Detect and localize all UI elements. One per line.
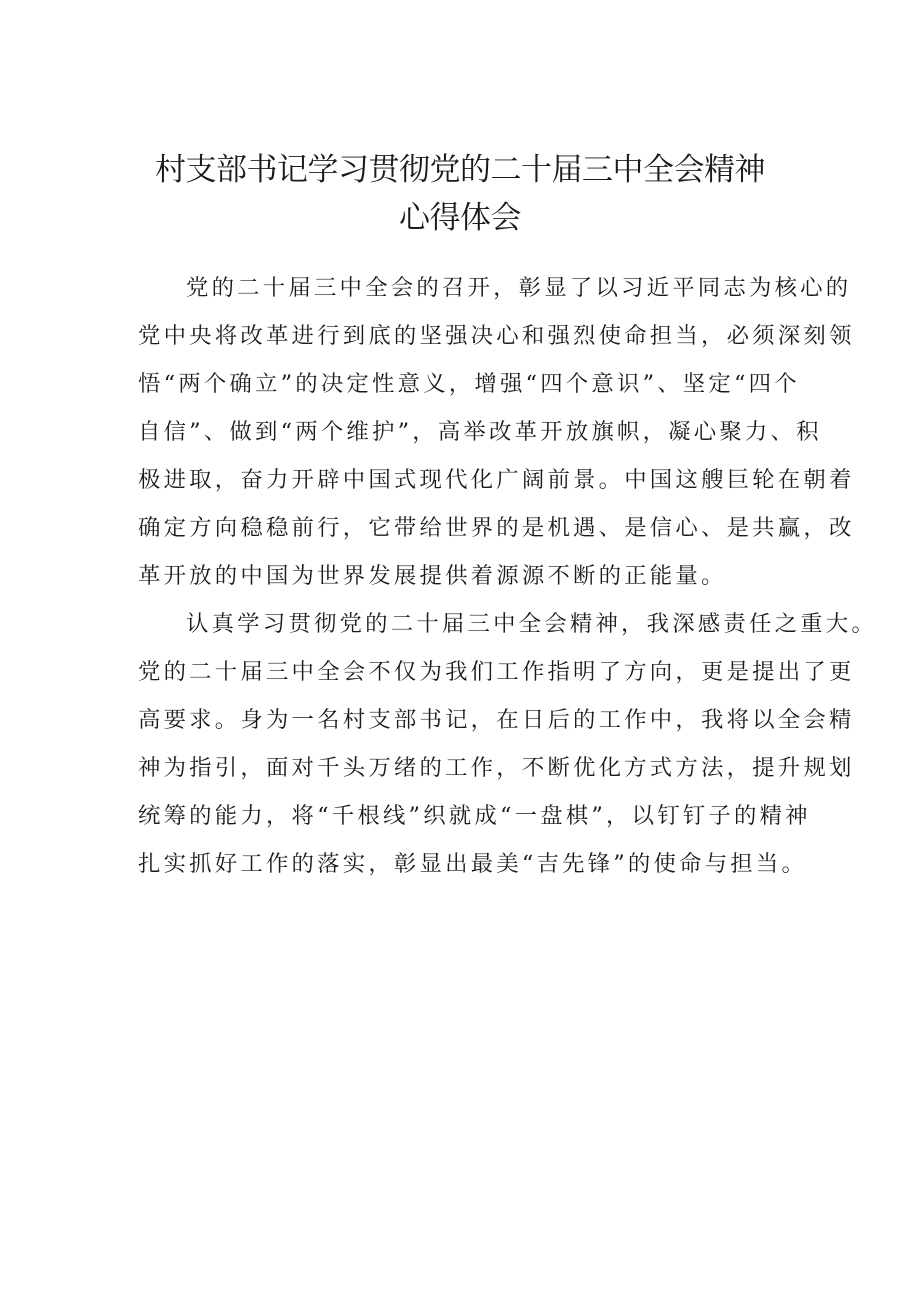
- paragraph-2-line-3: 高要求。身为一名村支部书记，在日后的工作中，我将以全会精: [138, 707, 855, 733]
- paragraph-1-line-1: 党的二十届三中全会的召开，彰显了以习近平同志为核心的: [186, 275, 852, 301]
- paragraph-1-line-6: 确定方向稳稳前行，它带给世界的是机遇、是信心、是共赢，改: [138, 515, 855, 541]
- paragraph-1-line-5: 极进取，奋力开辟中国式现代化广阔前景。中国这艘巨轮在朝着: [138, 467, 855, 493]
- document-title-line-1: 村支部书记学习贯彻党的二十届三中全会精神: [155, 152, 765, 188]
- paragraph-2-line-4: 神为指引，面对千头万绪的工作，不断优化方式方法，提升规划: [138, 755, 855, 781]
- paragraph-2-line-1: 认真学习贯彻党的二十届三中全会精神，我深感责任之重大。: [186, 611, 877, 637]
- document-title-line-2: 心得体会: [399, 200, 521, 236]
- paragraph-1-line-2: 党中央将改革进行到底的坚强决心和强烈使命担当，必须深刻领: [138, 323, 855, 349]
- paragraph-1-line-3: 悟“两个确立”的决定性意义，增强“四个意识”、坚定“四个: [138, 371, 800, 397]
- paragraph-2-line-5: 统筹的能力，将“千根线”织就成“一盘棋”，以钉钉子的精神: [138, 803, 811, 829]
- paragraph-2-line-6: 扎实抓好工作的落实，彰显出最美“吉先锋”的使命与担当。: [138, 851, 808, 877]
- paragraph-1-line-4: 自信”、做到“两个维护”，高举改革开放旗帜，凝心聚力、积: [138, 419, 822, 445]
- paragraph-2-line-2: 党的二十届三中全会不仅为我们工作指明了方向，更是提出了更: [138, 659, 855, 685]
- paragraph-1-line-7: 革开放的中国为世界发展提供着源源不断的正能量。: [138, 563, 727, 589]
